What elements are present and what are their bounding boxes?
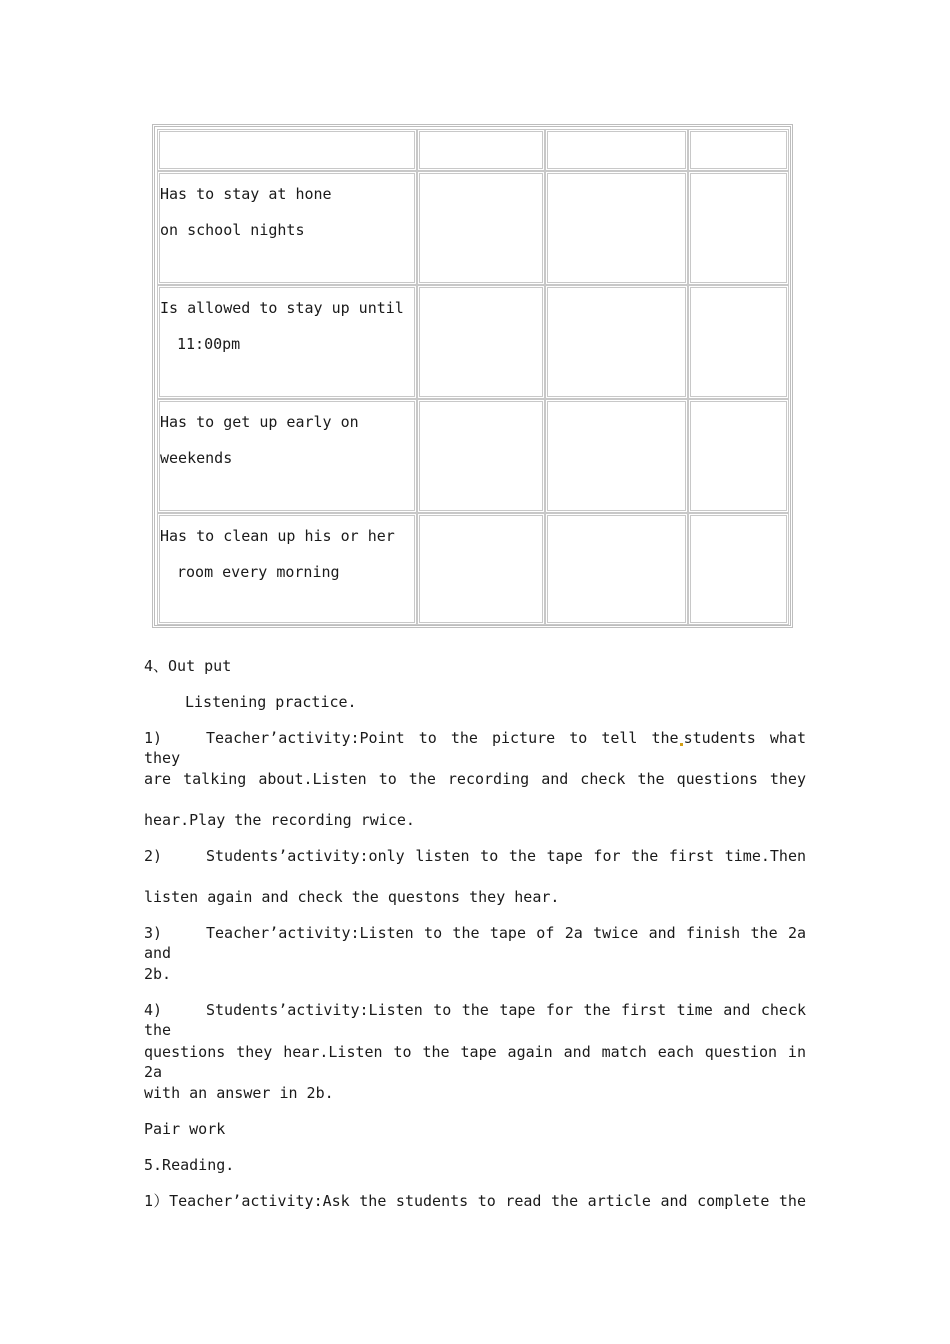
section-heading: 4、Out put	[144, 657, 232, 675]
table-cell	[688, 285, 789, 399]
table-cell	[688, 513, 789, 625]
table-cell	[545, 285, 688, 399]
item-number: 1)	[144, 729, 163, 747]
table-header-cell	[545, 129, 688, 171]
table-cell	[417, 399, 545, 513]
table-header-cell	[417, 129, 545, 171]
list-item-line: questions they hear.Listen to the tape again and match each question in 2a	[144, 1043, 806, 1081]
survey-table	[152, 124, 793, 628]
table-header-cell	[157, 129, 417, 171]
item-text: Students’activity:only listen to the tape for the first time.Then	[206, 847, 806, 865]
row-label-line1: Has to clean up his or her	[160, 527, 395, 545]
item-number: 2)	[144, 847, 163, 865]
table-row-label	[157, 399, 417, 513]
table-row-label	[157, 171, 417, 285]
list-item	[144, 728, 806, 768]
row-label-line1: Has to get up early on	[160, 413, 359, 431]
list-item	[144, 923, 806, 963]
row-label-line2: on school nights	[160, 221, 305, 239]
pair-work-label: Pair work	[144, 1120, 226, 1138]
table-cell	[417, 513, 545, 625]
table-cell	[417, 285, 545, 399]
row-label-line1: Is allowed to stay up until	[160, 299, 404, 317]
list-item-line: hear.Play the recording rwice.	[144, 811, 415, 829]
table-cell	[688, 399, 789, 513]
item-number: 3)	[144, 924, 163, 942]
list-item-line: 2b.	[144, 965, 172, 983]
row-label-line2: 11:00pm	[177, 335, 241, 353]
list-item: 1）Teacher’activity:Ask the students to read the article and complete the	[144, 1192, 806, 1210]
item-number: 4)	[144, 1001, 163, 1019]
section-subheading: Listening practice.	[185, 693, 357, 711]
table-header-cell	[688, 129, 789, 171]
list-item	[144, 846, 806, 866]
table-cell	[545, 513, 688, 625]
list-item-line: with an answer in 2b.	[144, 1084, 334, 1102]
table-cell	[417, 171, 545, 285]
row-label-line2: room every morning	[177, 563, 340, 581]
item-text: students what they	[144, 729, 806, 767]
row-label-line1: Has to stay at hone	[160, 185, 332, 203]
list-item-line: are talking about.Listen to the recording and check the questions they	[144, 770, 806, 788]
table-row-label	[157, 513, 417, 625]
list-item	[144, 1000, 806, 1040]
section-heading: 5.Reading.	[144, 1156, 235, 1174]
table-cell	[545, 171, 688, 285]
list-item-line: listen again and check the questons they hear.	[144, 888, 560, 906]
row-label-line2: weekends	[160, 449, 233, 467]
item-text: Teacher’activity:Point to the picture to tell the	[206, 729, 679, 747]
table-cell	[545, 399, 688, 513]
item-text: Teacher’activity:Listen to the tape of 2a twice and finish the 2a and	[144, 924, 806, 962]
table-row-label	[157, 285, 417, 399]
item-text: Students’activity:Listen to the tape for the first time and check the	[144, 1001, 806, 1039]
table-cell	[688, 171, 789, 285]
mark-icon	[680, 743, 683, 746]
